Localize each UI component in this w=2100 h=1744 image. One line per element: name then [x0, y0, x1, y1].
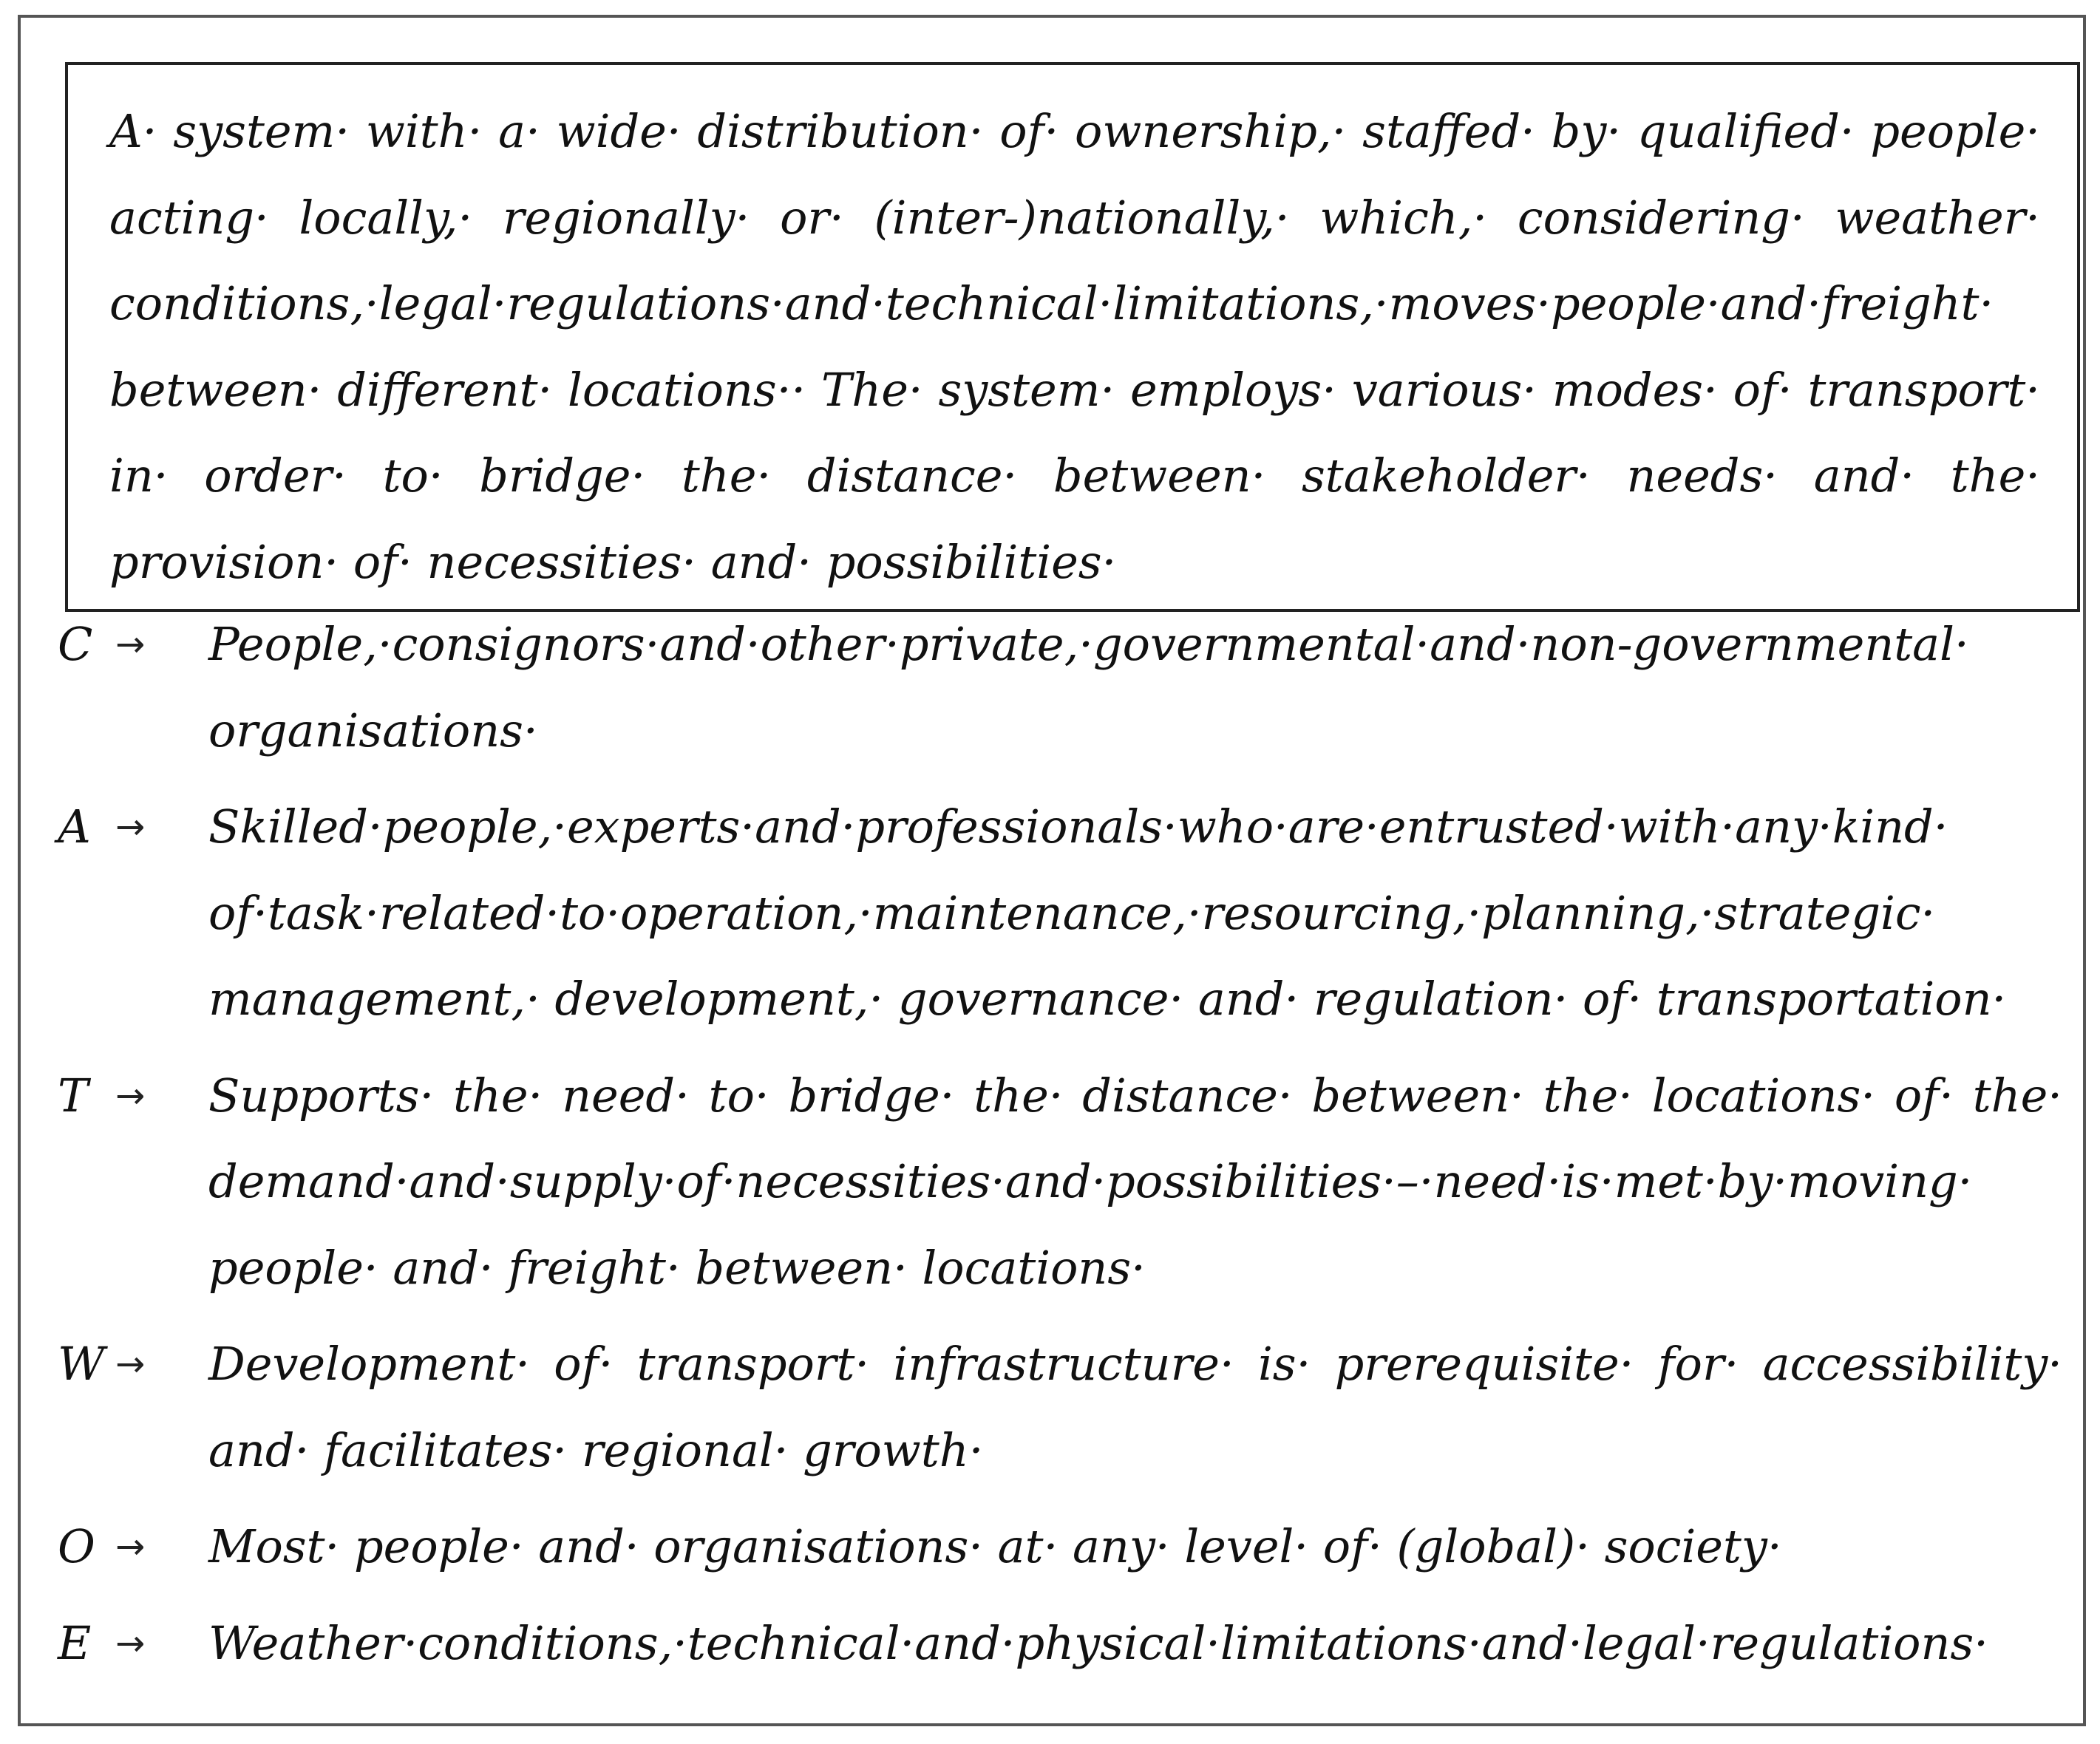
catwoe-text: Supports· the· need· to· bridge· the· distance· between· the· locations· of· the· demand·and·supply·of·necessities·and·possibilities·–·need·is·met·by·moving· people· and· freight· between· locations· [208, 1068, 2062, 1295]
root-definition-text: A· system· with· a· wide· distribution· of· ownership,· staffed· by· qualified· people· acting· locally,· regionally· or· (inter-)nationally,· which,· considering· weather· conditions,·legal·regulations·and·technical·limitations,·moves·people·and·freight· between· different· locations·· The· system· employs· various· modes· of· transport· in· order· to· bridge· the· distance· between· stakeholder· needs· and· the· provision· of· necessities· and· possibilities· [109, 104, 2040, 589]
right-arrow-icon: → [115, 1622, 146, 1664]
catwoe-letter: A [58, 800, 91, 854]
catwoe-letter: C [58, 617, 93, 671]
catwoe-letter: W [58, 1337, 105, 1391]
catwoe-text: Development· of· transport· infrastructure· is· prerequisite· for· accessibility· and· facilitates· regional· growth· [208, 1337, 2062, 1477]
right-arrow-icon: → [115, 1074, 146, 1117]
catwoe-letter: O [58, 1519, 95, 1573]
right-arrow-icon: → [115, 1343, 146, 1385]
catwoe-item-customers [44, 602, 2062, 774]
catwoe-letter: T [58, 1068, 89, 1123]
catwoe-text: Most· people· and· organisations· at· any· level· of· (global)· society· [208, 1519, 1782, 1573]
root-definition-box [65, 62, 2080, 612]
catwoe-text: Skilled·people,·experts·and·professionals·who·are·entrusted·with·any·kind· of·task·related·to·operation,·maintenance,·resourcing,·planning,·strategic· management,· development,· governance· and· regulation· of· transportation· [208, 800, 2007, 1026]
catwoe-item-actors [44, 784, 2062, 1043]
right-arrow-icon: → [115, 624, 146, 665]
catwoe-list [44, 602, 2062, 1697]
catwoe-item-transformation [44, 1053, 2062, 1312]
catwoe-text: Weather·conditions,·technical·and·physical·limitations·and·legal·regulations· [208, 1615, 1988, 1670]
right-arrow-icon: → [115, 1526, 146, 1567]
catwoe-item-worldview [44, 1321, 2062, 1493]
catwoe-item-environment [44, 1601, 2062, 1687]
catwoe-text: People,·consignors·and·other·private,·governmental·and·non-governmental· organisations· [208, 617, 1969, 757]
right-arrow-icon: → [115, 806, 146, 848]
catwoe-item-owners [44, 1504, 2062, 1590]
catwoe-letter: E [58, 1615, 92, 1670]
